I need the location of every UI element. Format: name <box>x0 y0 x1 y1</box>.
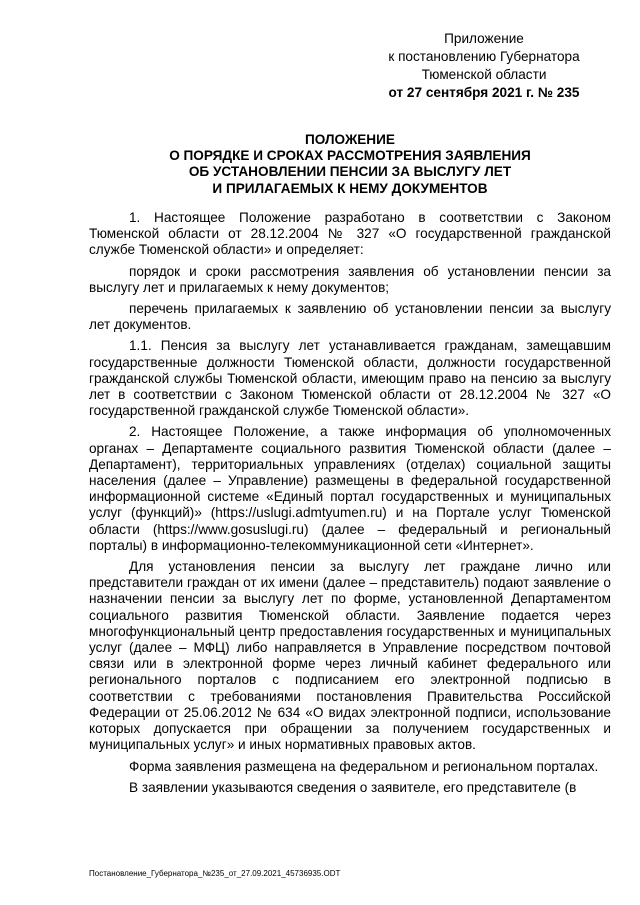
document-body <box>89 210 611 801</box>
title-line-1: ПОЛОЖЕНИЕ <box>305 132 395 147</box>
appendix-label: Приложение <box>444 31 524 46</box>
paragraph-5: 2. Настоящее Положение, а также информация об уполномоченных органах – Департаменте социального развития Тюменской области (далее – Департамент), территориальных управлениях (отделах) социальной защиты населения (далее – Управление) размещены в федеральной государственной информационной системе «Единый портал государственных и муниципальных услуг (функций)» (https://uslugi.admtyumen.ru) и на Портале услуг Тюменской области (https://www.gosuslugi.ru) (далее – федеральный и региональный порталы) в информационно-телекоммуникационной сети «Интернет». <box>89 424 611 553</box>
paragraph-6: Для установления пенсии за выслугу лет граждане лично или представители граждан от их имени (далее – представитель) подают заявление о назначении пенсии за выслугу лет по форме, установленной Департаментом социального развития Тюменской области. Заявление подается через многофункциональный центр предоставления государственных и муниципальных услуг (далее – МФЦ) либо направляется в Управление посредством почтовой связи или в электронной форме через личный кабинет федерального или регионального порталов с подписанием его электронной подписью в соответствии с требованиями постановления Правительства Российской Федерации от 25.06.2012 № 634 «О видах электронной подписи, использование которых допускается при обращении за получением государственных и муниципальных услуг» и иных нормативных правовых актов. <box>89 559 611 753</box>
paragraph-3: перечень прилагаемых к заявлению об установлении пенсии за выслугу лет документов. <box>89 301 611 333</box>
appendix-reference: к постановлению Губернатора <box>388 49 580 64</box>
appendix-block <box>370 30 598 102</box>
paragraph-4: 1.1. Пенсия за выслугу лет устанавливается гражданам, замещавшим государственные должности Тюменской области, должности государственной гражданской службы Тюменской области, имеющим право на пенсию за выслугу лет в соответствии с Законом Тюменской области от 28.12.2004 № 327 «О государственной гражданской службе Тюменской области». <box>89 338 611 419</box>
document-title <box>100 132 600 197</box>
title-line-4: И ПРИЛАГАЕМЫХ К НЕМУ ДОКУМЕНТОВ <box>212 180 488 196</box>
appendix-date-number: от 27 сентября 2021 г. № 235 <box>388 85 580 100</box>
title-line-3: ОБ УСТАНОВЛЕНИИ ПЕНСИИ ЗА ВЫСЛУГУ ЛЕТ <box>188 164 512 180</box>
file-name-footer: Постановление_Губернатора_№235_от_27.09.2021_45736935.ODT <box>89 869 341 878</box>
appendix-region: Тюменской области <box>421 67 547 82</box>
title-line-2: О ПОРЯДКЕ И СРОКАХ РАССМОТРЕНИЯ ЗАЯВЛЕНИЯ <box>169 148 531 164</box>
paragraph-8: В заявлении указываются сведения о заявителе, его представителе (в <box>129 779 577 795</box>
paragraph-2: порядок и сроки рассмотрения заявления об установлении пенсии за выслугу лет и прилагаемых к нему документов; <box>89 263 611 295</box>
paragraph-7: Форма заявления размещена на федеральном и региональном порталах. <box>129 758 599 774</box>
paragraph-1: 1. Настоящее Положение разработано в соответствии с Законом Тюменской области от 28.12.2004 № 327 «О государственной гражданской службе Тюменской области» и определяет: <box>89 210 611 258</box>
